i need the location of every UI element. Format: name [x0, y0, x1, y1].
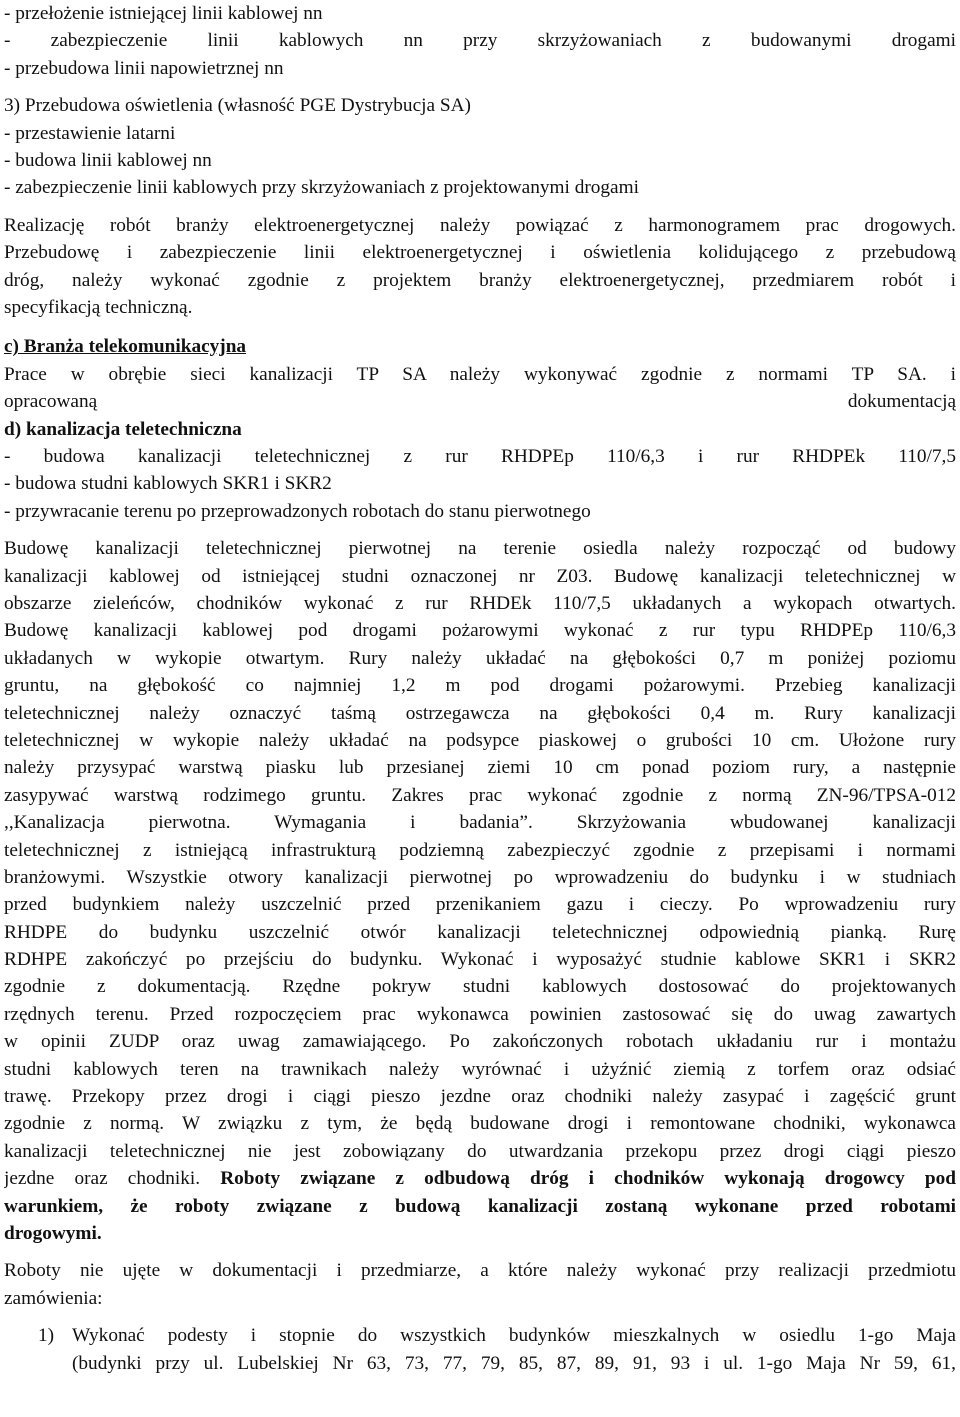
- text-line: zamówienia:: [4, 1287, 103, 1309]
- text-line: - budowa linii kablowej nn: [4, 150, 212, 172]
- bold-text-line: drogowymi.: [4, 1222, 102, 1244]
- text-line: Prace w obrębie sieci kanalizacji TP SA należy wykonywać zgodnie z normami TP SA. i: [4, 363, 956, 385]
- text-line: (budynki przy ul. Lubelskiej Nr 63, 73, 77, 79, 85, 87, 89, 91, 93 i ul. 1-go Maja Nr 59, 61,: [72, 1352, 956, 1374]
- block-cable-lines: [4, 0, 956, 82]
- text-line: - przestawienie latarni: [4, 122, 176, 144]
- section-heading: d) kanalizacja teletechniczna: [4, 418, 242, 440]
- text-line: opracowaną dokumentacją: [4, 391, 956, 413]
- text-line: dróg, należy wykonać zgodnie z projektem branży elektroenergetycznej, przedmiarem robót i: [4, 269, 956, 291]
- bold-text-line: warunkiem, że roboty związane z budową kanalizacji zostaną wykonane przed robotami: [4, 1195, 956, 1217]
- list-number: 1): [38, 1325, 55, 1347]
- text-line: branżowymi. Wszystkie otwory kanalizacji pierwotnej po wprowadzeniu do budynku i w studniach: [4, 866, 956, 888]
- text-line: studni kablowych teren na trawnikach należy wyrównać i użyźnić ziemią z torfem oraz odsiać: [4, 1058, 956, 1080]
- text-line: kanalizacji teletechnicznej nie jest zobowiązany do utwardzania przekopu przez drogi ciągi pieszo: [4, 1140, 956, 1162]
- text-line: ,,Kanalizacja pierwotna. Wymagania i badania”. Skrzyżowania wbudowanej kanalizacji: [4, 812, 956, 834]
- text-line: rzędnych terenu. Przed rozpoczęciem prac wykonawca powinien zastosować się do uwag zawartych: [4, 1003, 956, 1025]
- closing-paragraph: [4, 1257, 956, 1312]
- text-line: specyfikacją techniczną.: [4, 297, 193, 318]
- section-heading: c) Branża telekomunikacyjna: [4, 336, 247, 358]
- text-line: gruntu, na głębokość co najmniej 1,2 m pod drogami pożarowymi. Przebieg kanalizacji: [4, 675, 956, 697]
- text-line: obszarze zieleńców, chodników wykonać z rur RHDEk 110/7,5 układanych a wykopach otwartych.: [4, 592, 956, 614]
- text-line: należy przysypać warstwą piasku lub przesianej ziemi 10 cm ponad poziom rury, a następnie: [4, 757, 956, 779]
- text-line: [4, 1165, 956, 1192]
- text-line: - przełożenie istniejącej linii kablowej nn: [4, 3, 323, 24]
- text-line: Przebudowę i zabezpieczenie linii elektroenergetycznej i oświetlenia kolidującego z przebudową: [4, 242, 956, 264]
- text-line: RHDPE do budynku uszczelnić otwór kanalizacji teletechnicznej odpowiednią pianką. Rurę: [4, 921, 956, 943]
- text-line: trawę. Przekopy przez drogi i ciągi pieszo jezdne oraz chodniki należy zasypać i zagęścić grunt: [4, 1086, 956, 1108]
- text-line: - budowa studni kablowych SKR1 i SKR2: [4, 473, 332, 495]
- text-line: układanych w wykopie otwartym. Rury należy układać na głębokości 0,7 m poniżej poziomu: [4, 647, 956, 669]
- numbered-list: [4, 1322, 956, 1377]
- text-line: Roboty nie ujęte w dokumentacji i przedmiarze, a które należy wykonać przy realizacji przedmiotu: [4, 1260, 956, 1282]
- list-item: [4, 1322, 956, 1377]
- section-teletechnical: [4, 416, 956, 526]
- text-line: - zabezpieczenie linii kablowych przy skrzyżowaniach z projektowanymi drogami: [4, 177, 639, 199]
- document-page: [4, 0, 956, 1377]
- text-line: teletechnicznej w wykopie należy układać na podsypce piaskowej o grubości 10 cm. Ułożone rury: [4, 729, 956, 751]
- text-line: teletechnicznej z istniejącą infrastrukturą podziemną zabezpieczyć zgodnie z przepisami i normami: [4, 839, 956, 861]
- text-line: Realizację robót branży elektroenergetycznej należy powiązać z harmonogramem prac drogowych.: [4, 214, 956, 236]
- text-line: - zabezpieczenie linii kablowych nn przy skrzyżowaniach z budowanymi drogami: [4, 30, 956, 52]
- text-line: teletechnicznej należy oznaczyć taśmą ostrzegawcza na głębokości 0,4 m. Rury kanalizacji: [4, 702, 956, 724]
- block-electro-paragraph: [4, 212, 956, 322]
- text-line: RDHPE zakończyć po przejściu do budynku. Wykonać i wyposażyć studnie kablowe SKR1 i SKR2: [4, 949, 956, 971]
- main-paragraph: [4, 535, 956, 1165]
- text-line: zasypywać warstwą rodzimego gruntu. Zakres prac wykonać zgodnie z normą ZN-96/TPSA-012: [4, 784, 956, 806]
- section-telecom: [4, 333, 956, 415]
- text-line: zgodnie z normą. W związku z tym, że będą budowane drogi i remontowane chodniki, wykonawca: [4, 1113, 956, 1135]
- text-line: przed budynkiem należy uszczelnić przed przenikaniem gazu i cieczy. Po wprowadzeniu rury: [4, 894, 956, 916]
- text-line: - przebudowa linii napowietrznej nn: [4, 57, 284, 79]
- text-span: jezdne oraz chodniki.: [4, 1168, 221, 1190]
- text-line: 3) Przebudowa oświetlenia (własność PGE Dystrybucja SA): [4, 95, 471, 117]
- text-line: Budowę kanalizacji teletechnicznej pierwotnej na terenie osiedla należy rozpocząć od budowy: [4, 538, 956, 560]
- text-line: w opinii ZUDP oraz uwag zamawiającego. Po zakończonych robotach układaniu rur i montażu: [4, 1031, 956, 1053]
- text-line: zgodnie z dokumentacją. Rzędne pokryw studni kablowych dostosować do projektowanych: [4, 976, 956, 998]
- text-line: Wykonać podesty i stopnie do wszystkich budynków mieszkalnych w osiedlu 1-go Maja: [72, 1325, 956, 1347]
- text-line: Budowę kanalizacji kablowej pod drogami pożarowymi wykonać z rur typu RHDPEp 110/6,3: [4, 620, 956, 642]
- text-line: - przywracanie terenu po przeprowadzonych robotach do stanu pierwotnego: [4, 500, 591, 522]
- text-line: kanalizacji kablowej od istniejącej studni oznaczonej nr Z03. Budowę kanalizacji teletechnicznej w: [4, 565, 956, 587]
- text-line: - budowa kanalizacji teletechnicznej z rur RHDPEp 110/6,3 i rur RHDPEk 110/7,5: [4, 446, 956, 467]
- bold-text-span: Roboty związane z odbudową dróg i chodników wykonają drogowcy pod: [220, 1168, 956, 1190]
- block-lighting: [4, 92, 956, 202]
